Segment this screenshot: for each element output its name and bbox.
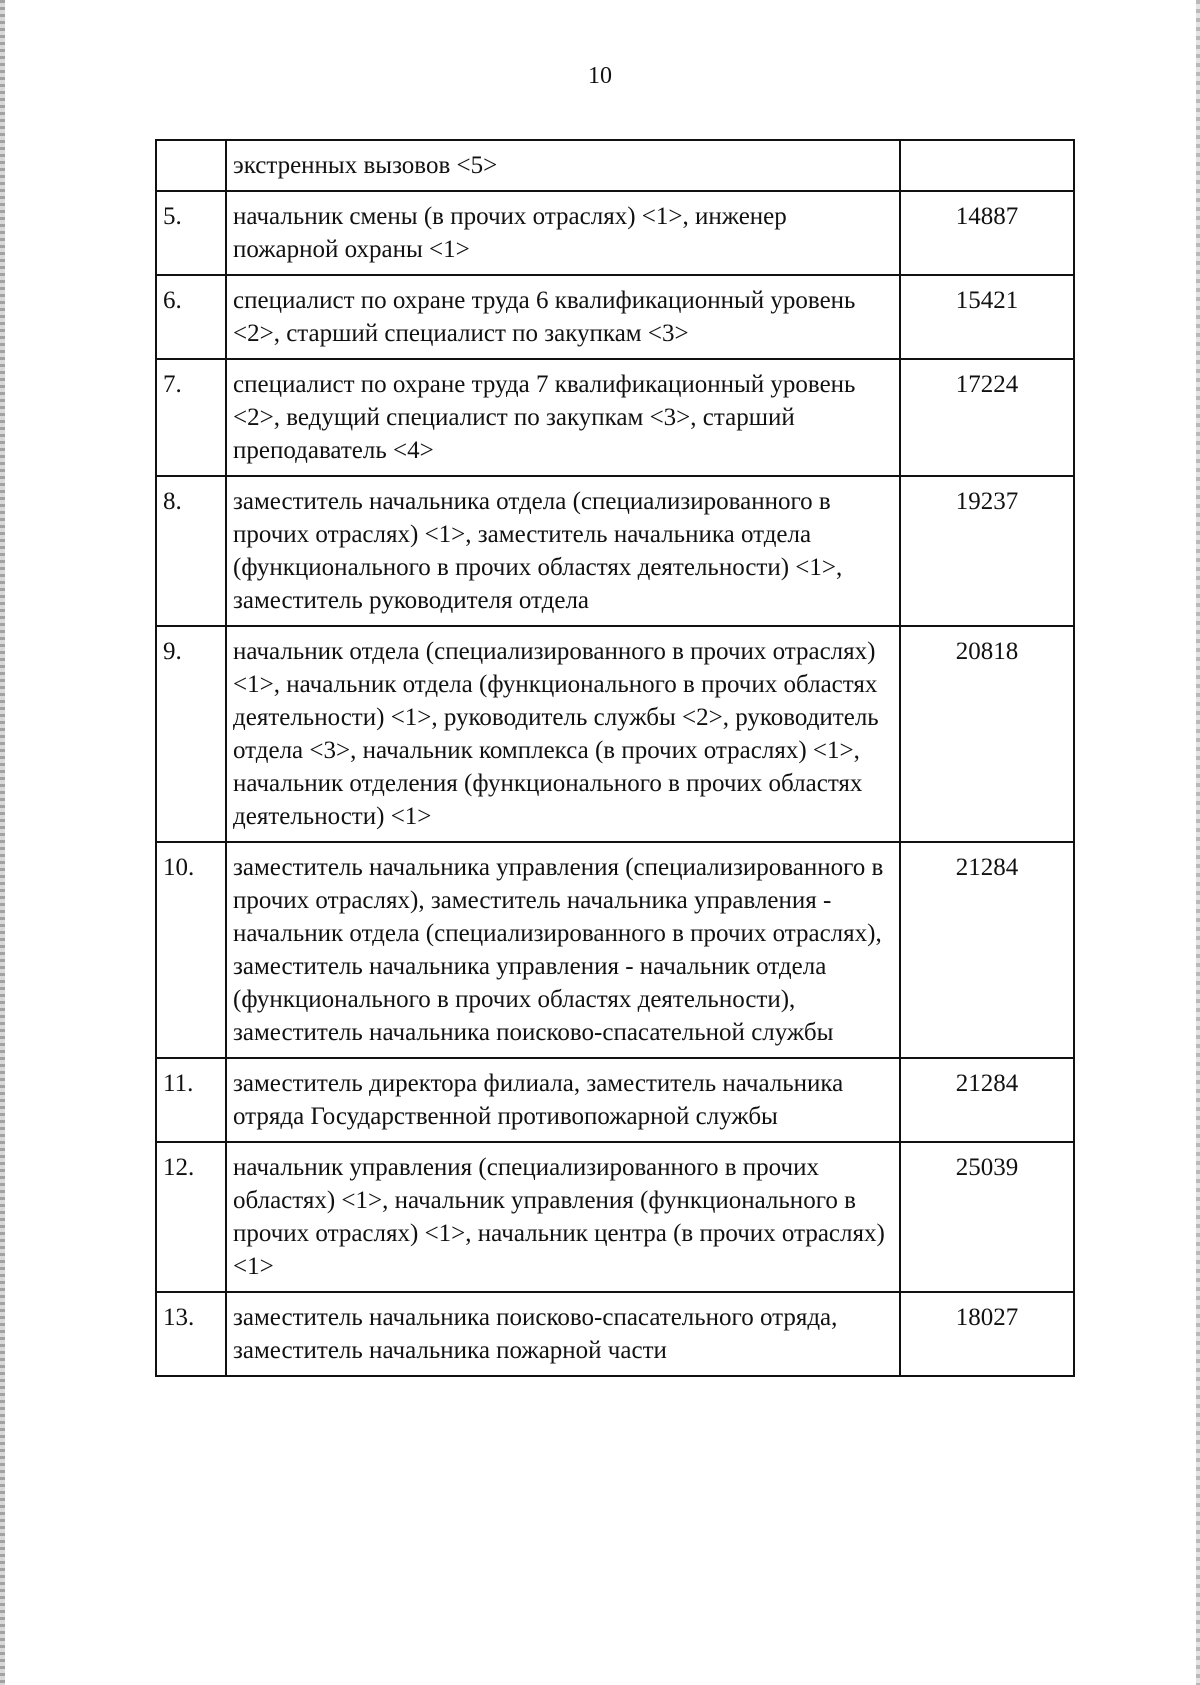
- position-title: начальник смены (в прочих отраслях) <1>, инженер пожарной охраны <1>: [226, 191, 900, 275]
- position-title: начальник управления (специализированного в прочих областях) <1>, начальник управления (функционального в прочих отраслях) <1>, начальник центра (в прочих отраслях) <1>: [226, 1142, 900, 1292]
- salary-value: 18027: [900, 1292, 1074, 1376]
- position-title: заместитель начальника управления (специализированного в прочих отраслях), заместитель начальника управления - начальник отдела (специализированного в прочих отраслях), заместитель начальника управления - начальник отдела (функционального в прочих областях деятельности), заместитель начальника поисково-спасательной службы: [226, 842, 900, 1058]
- position-title: экстренных вызовов <5>: [226, 140, 900, 191]
- position-title: специалист по охране труда 7 квалификационный уровень <2>, ведущий специалист по закупкам <3>, старший преподаватель <4>: [226, 359, 900, 476]
- scan-edge-left: [0, 0, 5, 1685]
- salary-value: [900, 140, 1074, 191]
- table-row: [156, 476, 1074, 626]
- page-number: 10: [588, 63, 612, 89]
- salary-value: 21284: [900, 1058, 1074, 1142]
- table-row: [156, 275, 1074, 359]
- salary-value: 15421: [900, 275, 1074, 359]
- row-number: 7.: [156, 359, 226, 476]
- position-title: заместитель начальника поисково-спасательного отряда, заместитель начальника пожарной части: [226, 1292, 900, 1376]
- table-row: [156, 1292, 1074, 1376]
- scan-edge-right: [1196, 0, 1200, 1685]
- row-number: [156, 140, 226, 191]
- salary-value: 19237: [900, 476, 1074, 626]
- row-number: 5.: [156, 191, 226, 275]
- table-row: [156, 140, 1074, 191]
- row-number: 8.: [156, 476, 226, 626]
- position-title: заместитель директора филиала, заместитель начальника отряда Государственной противопожарной службы: [226, 1058, 900, 1142]
- row-number: 12.: [156, 1142, 226, 1292]
- position-title: заместитель начальника отдела (специализированного в прочих отраслях) <1>, заместитель начальника отдела (функционального в прочих областях деятельности) <1>, заместитель руководителя отдела: [226, 476, 900, 626]
- table-row: [156, 359, 1074, 476]
- salary-value: 20818: [900, 626, 1074, 842]
- row-number: 13.: [156, 1292, 226, 1376]
- row-number: 6.: [156, 275, 226, 359]
- position-title: начальник отдела (специализированного в прочих отраслях) <1>, начальник отдела (функционального в прочих областях деятельности) <1>, руководитель службы <2>, руководитель отдела <3>, начальник комплекса (в прочих отраслях) <1>, начальник отделения (функционального в прочих областях деятельности) <1>: [226, 626, 900, 842]
- table-row: [156, 1058, 1074, 1142]
- salary-value: 25039: [900, 1142, 1074, 1292]
- table-row: [156, 842, 1074, 1058]
- row-number: 11.: [156, 1058, 226, 1142]
- salary-value: 21284: [900, 842, 1074, 1058]
- table-row: [156, 1142, 1074, 1292]
- position-title: специалист по охране труда 6 квалификационный уровень <2>, старший специалист по закупкам <3>: [226, 275, 900, 359]
- salary-table: [155, 139, 1075, 1377]
- table-row: [156, 626, 1074, 842]
- table-row: [156, 191, 1074, 275]
- salary-value: 14887: [900, 191, 1074, 275]
- row-number: 10.: [156, 842, 226, 1058]
- salary-value: 17224: [900, 359, 1074, 476]
- row-number: 9.: [156, 626, 226, 842]
